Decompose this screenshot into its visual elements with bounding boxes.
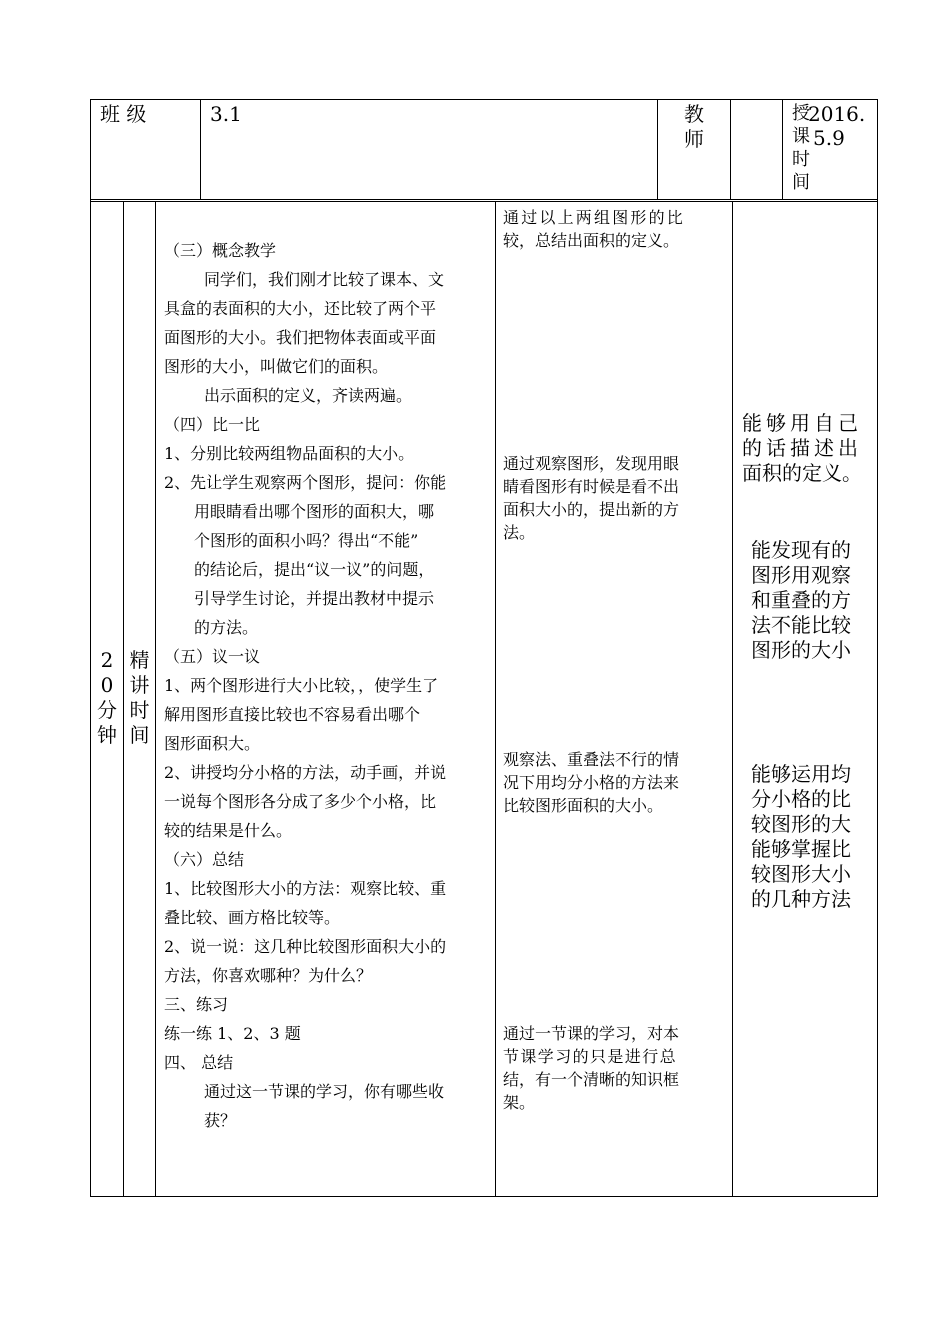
content-heading: 四、 总结	[164, 1053, 234, 1072]
body-divider-3	[495, 201, 496, 1197]
header-divider-4	[782, 99, 783, 200]
content-line: 1、比较图形大小的方法：观察比较、重	[164, 879, 447, 898]
content-line: 图形的大小，叫做它们的面积。	[164, 357, 389, 376]
content-line: 2、说一说：这几种比较图形面积大小的	[164, 937, 447, 956]
content-line: 的方法。	[194, 618, 259, 637]
content-line: 个图形的面积小吗？得出“不能”	[194, 531, 419, 550]
content-line: 获？	[204, 1111, 237, 1130]
content-line: 一说每个图形各分成了多少个小格，比	[164, 792, 437, 811]
content-line: 具盒的表面积的大小，还比较了两个平	[164, 299, 437, 318]
duration-cell: 2 0 分 钟	[97, 648, 117, 747]
content-line: 1、分别比较两组物品面积的大小。	[164, 444, 415, 463]
content-line: 的结论后，提出“议一议”的问题，	[194, 560, 435, 579]
content-line: 较的结果是什么。	[164, 821, 293, 840]
content-heading: （六）总结	[164, 850, 245, 869]
content-line: 引导学生讨论，并提出教材中提示	[194, 589, 435, 608]
content-heading: （五）议一议	[164, 647, 261, 666]
content-heading: （四）比一比	[164, 415, 261, 434]
content-line: 练一练 1、2、3 题	[164, 1024, 301, 1043]
body-divider-4	[732, 201, 733, 1197]
class-label: 班 级	[100, 102, 147, 126]
table-border-top	[90, 99, 878, 100]
content-line: 1、两个图形进行大小比较，，使学生了	[164, 676, 439, 695]
content-heading: （三）概念教学	[164, 241, 277, 260]
time-label: 授 课 时 间	[792, 103, 810, 193]
header-divider-1	[200, 99, 201, 200]
teacher-label: 教 师	[684, 102, 704, 151]
table-border-left	[90, 99, 91, 1197]
content-line: 面图形的大小。我们把物体表面或平面	[164, 328, 437, 347]
content-heading: 三、练习	[164, 995, 229, 1014]
phase-cell: 精 讲 时 间	[129, 648, 150, 747]
content-line: 用眼睛看出哪个图形的面积大，哪	[194, 502, 435, 521]
body-divider-2	[155, 201, 156, 1197]
content-line: 出示面积的定义，齐读两遍。	[204, 386, 413, 405]
content-line: 方法，你喜欢哪种？为什么？	[164, 966, 373, 985]
content-line: 图形面积大。	[164, 734, 261, 753]
content-line: 2、先让学生观察两个图形，提问：你能	[164, 473, 447, 492]
content-line: 2、讲授均分小格的方法，动手画，并说	[164, 763, 447, 782]
table-border-bottom	[90, 1196, 878, 1197]
content-line: 同学们，我们刚才比较了课本、文	[204, 270, 445, 289]
table-divider-header	[90, 199, 878, 200]
table-border-right	[877, 99, 878, 1197]
content-line: 叠比较、画方格比较等。	[164, 908, 341, 927]
content-line: 通过这一节课的学习，你有哪些收	[204, 1082, 445, 1101]
table-divider-header-2	[90, 201, 878, 202]
time-value: 2016. 5.9	[808, 102, 866, 150]
class-value: 3.1	[210, 102, 242, 126]
content-line: 解用图形直接比较也不容易看出哪个	[164, 705, 421, 724]
header-divider-2	[657, 99, 658, 200]
header-divider-3	[730, 99, 731, 200]
